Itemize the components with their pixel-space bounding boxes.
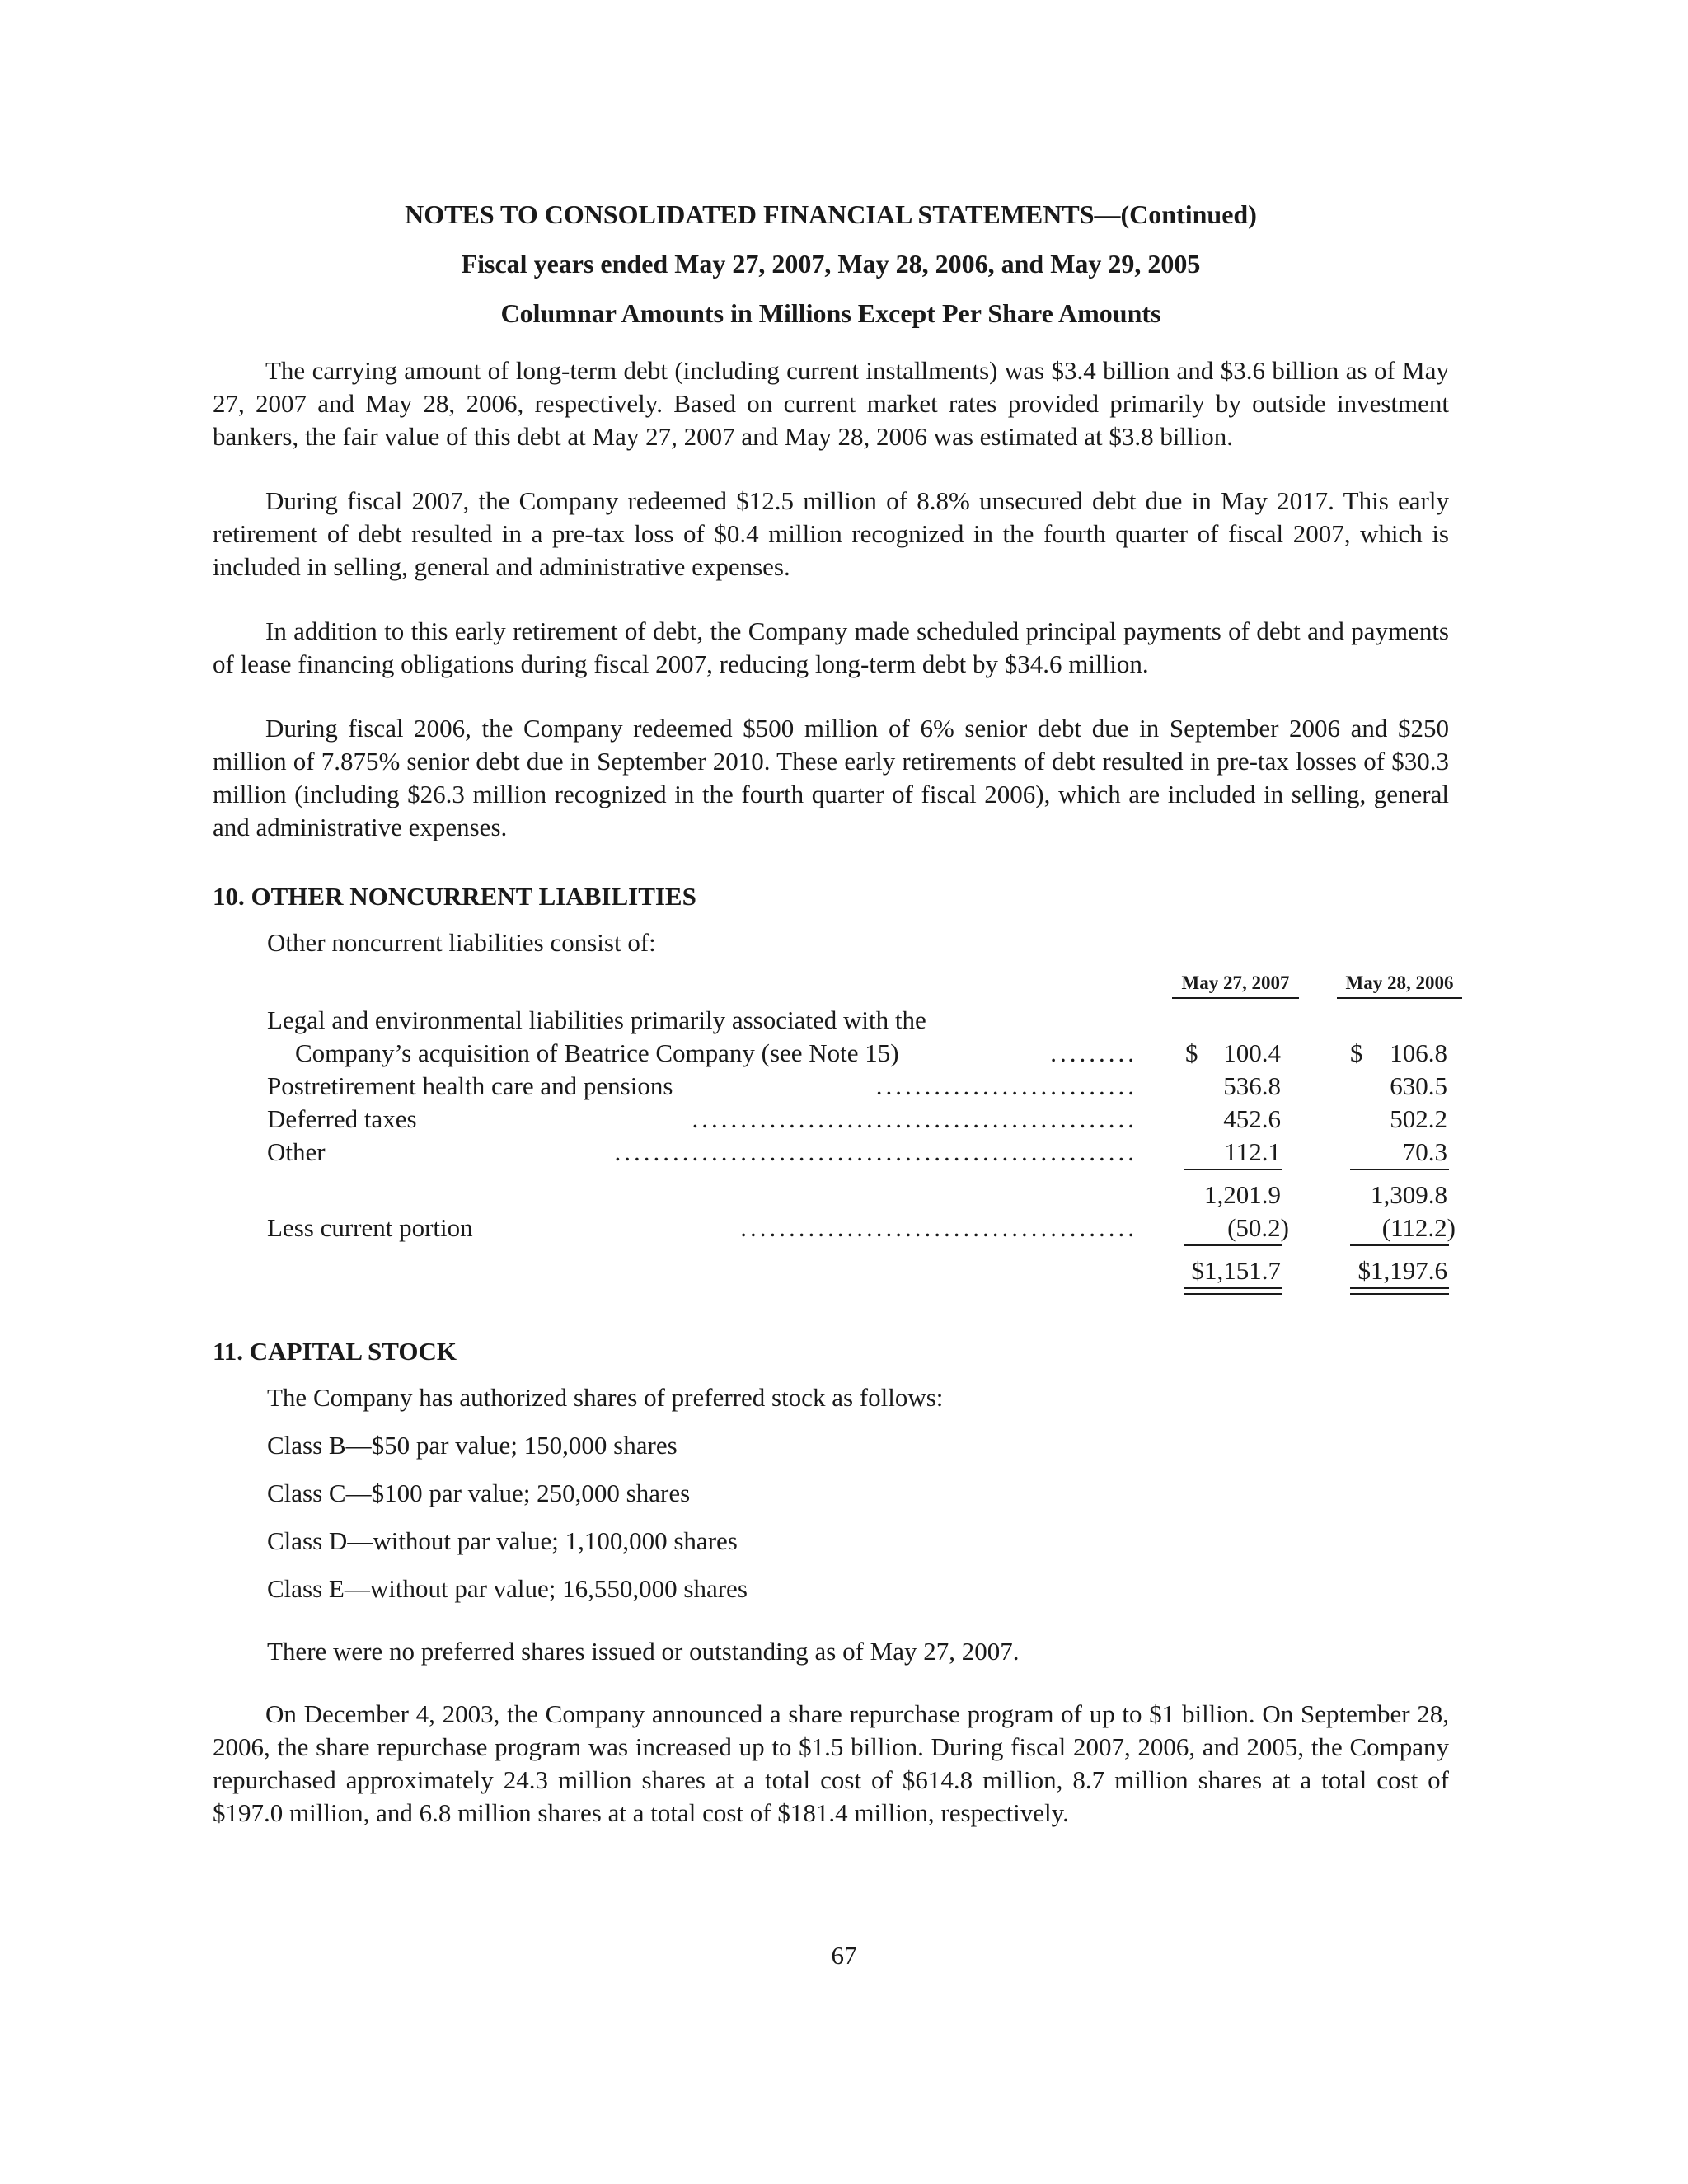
- double-underline: [1184, 1287, 1282, 1295]
- value-total-2007: $1,151.7: [1191, 1256, 1281, 1285]
- row-label-legal-b: Company’s acquisition of Beatrice Company (see Note 15): [295, 1038, 899, 1067]
- section-11-intro: The Company has authorized shares of preferred stock as follows:: [267, 1383, 944, 1412]
- table-header: [267, 959, 1454, 1004]
- leader-dots: ..............................................: [692, 1104, 1137, 1133]
- double-underline: [1350, 1287, 1449, 1295]
- columnar-amounts-note: Columnar Amounts in Millions Except Per Share Amounts: [500, 298, 1161, 328]
- paragraph-fiscal-2006-redemption: During fiscal 2006, the Company redeemed $500 million of 6% senior debt due in September 2006 and $250 million of 7.875% senior debt due in September 2010. These early retirements of debt resulted in pre-tax losses of $30.3 million (including $26.3 million recognized in the fourth quarter of fiscal 2006), which are included in selling, general and administrative expenses.: [213, 714, 1449, 841]
- section-10-title: 10. OTHER NONCURRENT LIABILITIES: [213, 882, 696, 911]
- row-label-deferred-taxes: Deferred taxes: [267, 1104, 417, 1133]
- table-row: [267, 1136, 1449, 1169]
- value-total-2006: $1,197.6: [1357, 1256, 1447, 1285]
- table-row: [267, 1070, 1449, 1103]
- table-row: [267, 1254, 1449, 1287]
- row-label-legal-a: Legal and environmental liabilities primarily associated with the: [267, 1005, 926, 1034]
- value-less-current-2006: (112.2): [1381, 1213, 1456, 1242]
- table-row: [267, 1037, 1449, 1070]
- value-postretirement-2006: 630.5: [1390, 1071, 1447, 1100]
- column-header-2006: May 28, 2006: [1337, 971, 1462, 999]
- total-rule: [1184, 1244, 1282, 1246]
- subtotal-rule: [1350, 1169, 1449, 1170]
- table-row: [267, 1212, 1456, 1244]
- table-row: [267, 1103, 1449, 1136]
- table-row: [267, 1179, 1449, 1212]
- subtotal-rule: [1184, 1169, 1282, 1170]
- value-other-2006: 70.3: [1402, 1137, 1447, 1166]
- value-subtotal-2006: 1,309.8: [1371, 1180, 1447, 1209]
- paragraph-scheduled-payments: In addition to this early retirement of debt, the Company made scheduled principal payments of debt and payments of lease financing obligations during fiscal 2007, reducing long-term debt by $34.6 million.: [213, 616, 1449, 678]
- row-label-postretirement: Postretirement health care and pensions: [267, 1071, 673, 1100]
- page-number: 67: [831, 1941, 857, 1970]
- table-row: [267, 1004, 1449, 1037]
- leader-dots: ......................................................: [614, 1137, 1137, 1166]
- section-10-intro: Other noncurrent liabilities consist of:: [267, 928, 656, 957]
- paragraph-share-repurchase: On December 4, 2003, the Company announced a share repurchase program of up to $1 billion. On September 28, 2006, the share repurchase program was increased up to $1.5 billion. During fiscal 2007, 2006, and 2005, the Company repurchased approximately 24.3 million shares at a total cost of $614.8 million, 8.7 million shares at a total cost of $197.0 million, and 6.8 million shares at a total cost of $181.4 million, respectively.: [213, 1699, 1449, 1827]
- leader-dots: .........: [1050, 1038, 1137, 1067]
- class-d-line: Class D—without par value; 1,100,000 shares: [267, 1526, 738, 1555]
- leader-dots: .........................................: [740, 1213, 1137, 1242]
- row-label-less-current: Less current portion: [267, 1213, 473, 1242]
- total-rule: [1350, 1244, 1449, 1246]
- value-legal-2006: 106.8: [1390, 1038, 1447, 1067]
- row-label-other: Other: [267, 1137, 326, 1166]
- paragraph-carrying-amount: The carrying amount of long-term debt (including current installments) was $3.4 billion and $3.6 billion as of May 27, 2007 and May 28, 2006, respectively. Based on current market rates provided primarily by outside investment bankers, the fair value of this debt at May 27, 2007 and May 28, 2006 was estimated at $3.8 billion.: [213, 356, 1449, 451]
- value-less-current-2007: (50.2): [1227, 1213, 1289, 1242]
- paragraph-fiscal-2007-redemption: During fiscal 2007, the Company redeemed $12.5 million of 8.8% unsecured debt due in May 2017. This early retirement of debt resulted in a pre-tax loss of $0.4 million recognized in the fourth quarter of fiscal 2007, which is included in selling, general and administrative expenses.: [213, 486, 1449, 581]
- fiscal-years-subtitle: Fiscal years ended May 27, 2007, May 28, 2006, and May 29, 2005: [461, 249, 1201, 279]
- class-e-line: Class E—without par value; 16,550,000 shares: [267, 1574, 748, 1603]
- document-page: [213, 198, 1456, 1830]
- value-subtotal-2007: 1,201.9: [1204, 1180, 1281, 1209]
- dollar-sign: $: [1350, 1038, 1363, 1067]
- liabilities-table: [267, 959, 1456, 1287]
- dollar-sign: $: [1185, 1038, 1198, 1067]
- leader-dots: ...........................: [875, 1071, 1137, 1100]
- value-deferred-taxes-2006: 502.2: [1390, 1104, 1447, 1133]
- value-other-2007: 112.1: [1224, 1137, 1281, 1166]
- no-preferred-shares-text: There were no preferred shares issued or outstanding as of May 27, 2007.: [267, 1637, 1020, 1666]
- value-deferred-taxes-2007: 452.6: [1223, 1104, 1281, 1133]
- value-postretirement-2007: 536.8: [1223, 1071, 1281, 1100]
- value-legal-2007: 100.4: [1223, 1038, 1281, 1067]
- page-title: NOTES TO CONSOLIDATED FINANCIAL STATEMENTS—(Continued): [405, 199, 1257, 229]
- column-header-2007: May 27, 2007: [1172, 971, 1299, 999]
- section-11-title: 11. CAPITAL STOCK: [213, 1337, 457, 1366]
- class-c-line: Class C—$100 par value; 250,000 shares: [267, 1479, 691, 1507]
- class-b-line: Class B—$50 par value; 150,000 shares: [267, 1431, 678, 1460]
